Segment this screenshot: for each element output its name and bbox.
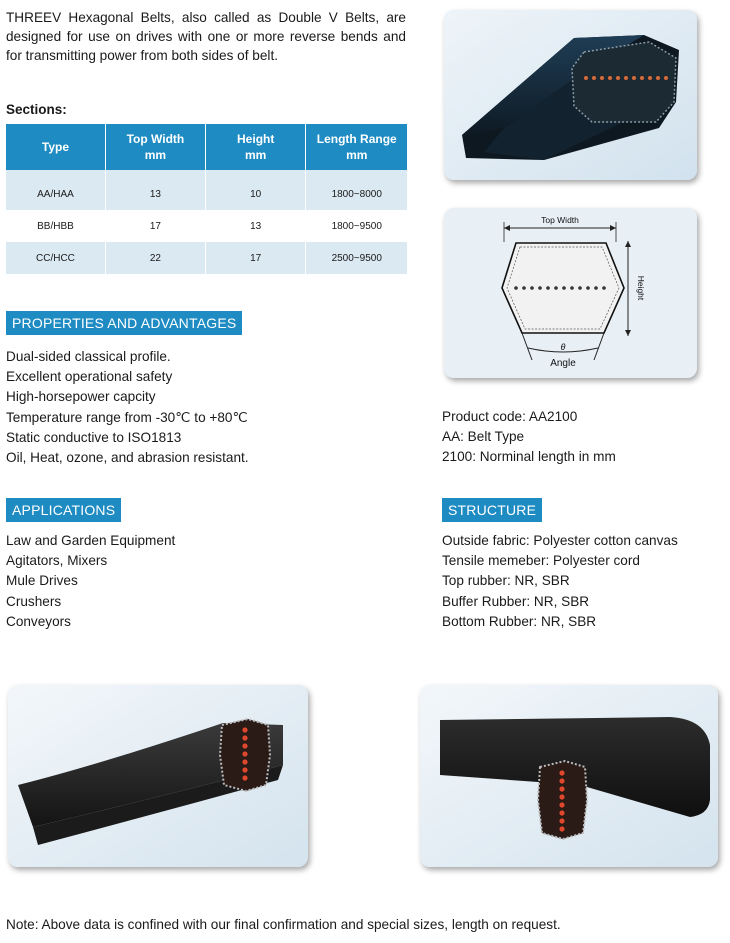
belt-photo-image bbox=[420, 685, 718, 867]
properties-heading bbox=[6, 311, 242, 335]
belt-photo-bottom-left bbox=[8, 685, 308, 867]
header-length-range-label: Length Range mm bbox=[316, 132, 397, 162]
structure-list bbox=[442, 531, 678, 632]
list-item: Excellent operational safety bbox=[6, 369, 173, 385]
list-item: Tensile memeber: Polyester cord bbox=[442, 553, 640, 569]
top-width-label: Top Width bbox=[541, 215, 579, 225]
footer-note: Note: Above data is confined with our final confirmation and special sizes, length on request. bbox=[6, 917, 561, 932]
applications-heading bbox=[6, 498, 121, 522]
height-label: Height bbox=[636, 275, 646, 301]
sections-title: Sections: bbox=[6, 102, 67, 117]
list-item: Static conductive to ISO1813 bbox=[6, 429, 182, 445]
product-code-block bbox=[442, 407, 616, 468]
product-code-line: Product code: AA2100 bbox=[442, 409, 578, 424]
product-code-line: 2100: Norminal length in mm bbox=[442, 449, 616, 465]
table-cell: 1800~9500 bbox=[306, 210, 407, 242]
table-header-row bbox=[6, 124, 407, 170]
angle-label: Angle bbox=[550, 358, 576, 369]
list-item: Agitators, Mixers bbox=[6, 553, 108, 569]
list-item: Law and Garden Equipment bbox=[6, 533, 176, 548]
table-spacer-row bbox=[6, 170, 407, 178]
table-row bbox=[6, 210, 407, 242]
product-code-line: AA: Belt Type bbox=[442, 429, 525, 445]
table-cell: 1800~8000 bbox=[306, 178, 407, 210]
table-cell: CC/HCC bbox=[6, 242, 105, 274]
table-header-length-range bbox=[306, 124, 407, 170]
list-item: Bottom Rubber: NR, SBR bbox=[442, 613, 597, 629]
table-cell: 2500~9500 bbox=[306, 242, 407, 274]
structure-title: STRUCTURE bbox=[442, 498, 542, 522]
list-item: Crushers bbox=[6, 593, 62, 609]
list-item: Buffer Rubber: NR, SBR bbox=[442, 593, 590, 609]
table-row bbox=[6, 178, 407, 210]
list-item: Top rubber: NR, SBR bbox=[442, 573, 570, 589]
table-header-type bbox=[6, 124, 105, 170]
applications-list bbox=[6, 531, 175, 632]
sections-table bbox=[6, 124, 407, 274]
table-cell: 13 bbox=[205, 210, 306, 242]
table-cell: 22 bbox=[105, 242, 205, 274]
list-item: Dual-sided classical profile. bbox=[6, 349, 171, 364]
belt-photo-image bbox=[444, 10, 697, 180]
list-item: Oil, Heat, ozone, and abrasion resistant. bbox=[6, 450, 249, 466]
header-height-label: Height mm bbox=[237, 132, 275, 162]
properties-list bbox=[6, 347, 249, 468]
list-item: High-horsepower capcity bbox=[6, 389, 156, 405]
table-cell: 13 bbox=[105, 178, 205, 210]
belt-photo-bottom-right bbox=[420, 685, 718, 867]
table-cell: 17 bbox=[105, 210, 205, 242]
profile-diagram-svg bbox=[444, 208, 697, 378]
table-header-top-width bbox=[105, 124, 205, 170]
table-row bbox=[6, 242, 407, 274]
list-item: Outside fabric: Polyester cotton canvas bbox=[442, 533, 678, 548]
intro-text: THREEV Hexagonal Belts, also called as Double V Belts, are designed for use on drives with one or more reverse bends and for transmitting power from both sides of belt. bbox=[6, 10, 406, 63]
header-top-width-label: Top Width mm bbox=[126, 132, 185, 162]
table-cell: AA/HAA bbox=[6, 178, 105, 210]
angle-symbol: θ bbox=[560, 342, 566, 352]
table-cell: BB/HBB bbox=[6, 210, 105, 242]
table-cell: 10 bbox=[205, 178, 306, 210]
list-item: Mule Drives bbox=[6, 573, 78, 589]
list-item: Temperature range from -30℃ to +80℃ bbox=[6, 409, 248, 425]
belt-profile-diagram bbox=[444, 208, 697, 378]
list-item: Conveyors bbox=[6, 613, 71, 629]
belt-photo-top bbox=[444, 10, 697, 180]
table-header-height bbox=[205, 124, 306, 170]
properties-title: PROPERTIES AND ADVANTAGES bbox=[6, 311, 242, 335]
belt-photo-image bbox=[8, 685, 308, 867]
table-cell: 17 bbox=[205, 242, 306, 274]
applications-title: APPLICATIONS bbox=[6, 498, 121, 522]
header-type-label: Type bbox=[41, 140, 70, 154]
structure-heading bbox=[442, 498, 542, 522]
